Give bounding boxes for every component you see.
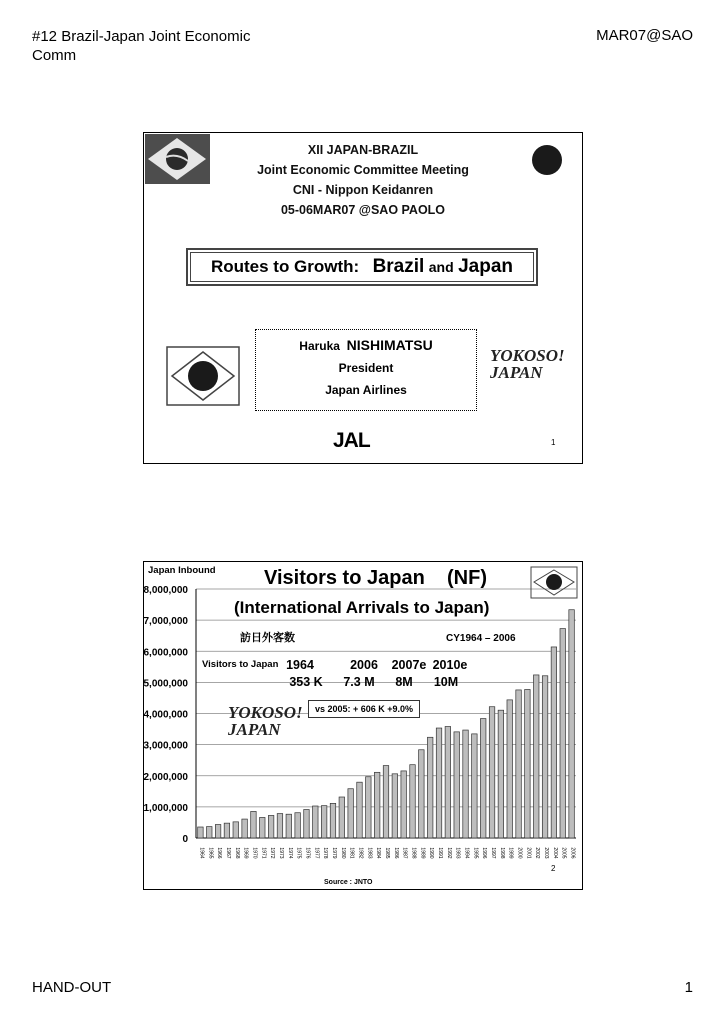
x-tick-label: 1974 <box>286 847 293 859</box>
bar <box>330 803 335 838</box>
x-tick-label: 1970 <box>251 847 258 859</box>
table-year: 2010e <box>432 658 468 672</box>
x-tick-label: 2005 <box>560 847 567 859</box>
yokoso-japan-logo <box>490 346 565 382</box>
x-tick-label: 2002 <box>534 847 541 859</box>
slide-1 <box>143 132 583 464</box>
table-year: 2006 <box>350 658 378 672</box>
x-tick-label: 1995 <box>472 847 479 859</box>
bar <box>215 825 220 838</box>
header-title: #12 Brazil-Japan Joint Economic Comm <box>32 28 251 64</box>
meeting-header <box>144 140 582 220</box>
header-code: MAR07@SAO <box>596 27 693 44</box>
x-tick-label: 2001 <box>525 847 532 859</box>
x-tick-label: 1996 <box>481 847 488 859</box>
bar <box>260 817 265 838</box>
x-tick-label: 1973 <box>277 847 284 859</box>
meeting-line-1: XII JAPAN-BRAZIL <box>307 143 419 157</box>
bar <box>542 676 547 838</box>
meeting-line-3: CNI - Nippon Keidanren <box>292 183 434 197</box>
bar <box>198 827 203 838</box>
y-tick-label: 7,000,000 <box>144 616 188 628</box>
yokoso-line-2: JAPAN <box>490 363 543 382</box>
title-and: and <box>428 259 454 275</box>
x-tick-label: 1999 <box>507 847 514 859</box>
slide-page-number: 1 <box>551 438 556 447</box>
x-tick-label: 2003 <box>543 847 550 859</box>
bar <box>560 629 565 838</box>
bar <box>277 814 282 838</box>
x-tick-label: 1980 <box>339 847 346 859</box>
x-tick-label: 1978 <box>322 847 329 859</box>
table-value: 10M <box>433 675 459 689</box>
bar <box>348 789 353 838</box>
x-tick-label: 1968 <box>233 847 240 859</box>
chart-title: Visitors to Japan (NF) <box>264 567 487 589</box>
bar <box>454 732 459 838</box>
x-tick-label: 1967 <box>224 847 231 859</box>
table-value: 8M <box>395 675 413 689</box>
x-tick-label: 1987 <box>401 847 408 859</box>
x-tick-label: 1985 <box>384 847 390 859</box>
x-tick-label: 1971 <box>260 847 267 859</box>
meeting-line-4: 05-06MAR07 @SAO PAOLO <box>280 203 446 217</box>
table-year: 1964 <box>286 658 314 672</box>
hand-drawn-flag-icon <box>529 565 579 600</box>
bar <box>419 750 424 838</box>
x-tick-label: 2004 <box>551 847 558 859</box>
x-tick-label: 1993 <box>454 847 461 859</box>
bar <box>392 774 397 838</box>
x-tick-label: 1979 <box>330 847 337 859</box>
presenter-box <box>255 329 477 411</box>
x-tick-label: 1988 <box>410 847 417 859</box>
x-tick-label: 1964 <box>198 847 205 859</box>
x-tick-label: 1986 <box>392 847 399 859</box>
x-tick-label: 1998 <box>498 847 505 859</box>
bar <box>286 814 291 838</box>
x-tick-label: 1966 <box>216 847 223 859</box>
x-tick-label: 1976 <box>304 847 311 859</box>
x-tick-label: 1965 <box>207 847 214 859</box>
bar <box>339 797 344 838</box>
yokoso-line-1: YOKOSO! <box>228 703 303 722</box>
bar <box>472 734 477 838</box>
bar <box>480 719 485 838</box>
footer-label: HAND-OUT <box>32 979 112 996</box>
bar <box>525 689 530 838</box>
bar <box>374 772 379 838</box>
x-tick-label: 1992 <box>445 847 452 859</box>
bar <box>436 728 441 838</box>
presenter-first-name: Haruka <box>299 339 340 353</box>
x-tick-label: 1994 <box>463 847 470 859</box>
vs-note: vs 2005: + 606 K +9.0% <box>308 700 420 718</box>
bar <box>233 822 238 838</box>
x-tick-label: 1977 <box>313 847 320 859</box>
y-tick-label: 0 <box>182 834 188 845</box>
bar <box>313 806 318 838</box>
source-label: Source : JNTO <box>324 879 373 886</box>
y-tick-label: 2,000,000 <box>144 771 188 783</box>
x-tick-label: 1975 <box>295 847 302 859</box>
jal-logo: JAL <box>333 429 370 452</box>
meeting-line-2: Joint Economic Committee Meeting <box>257 163 469 177</box>
y-tick-label: 4,000,000 <box>144 709 188 721</box>
table-value: 7.3 M <box>343 675 375 689</box>
y-tick-label: 1,000,000 <box>144 802 188 814</box>
y-tick-label: 8,000,000 <box>144 585 188 596</box>
bar <box>224 823 229 838</box>
bar <box>242 819 247 838</box>
bar <box>295 813 300 838</box>
bar <box>401 771 406 838</box>
bar <box>489 707 494 838</box>
hand-drawn-flag-icon <box>164 343 242 409</box>
bar <box>507 700 512 838</box>
table-year: 2007e <box>391 658 427 672</box>
presenter-role: President <box>338 361 394 375</box>
bar <box>498 710 503 838</box>
bar <box>321 806 326 838</box>
japanese-label: 訪日外客数 <box>240 631 295 644</box>
y-tick-label: 3,000,000 <box>144 740 188 752</box>
y-tick-label: 5,000,000 <box>144 678 188 690</box>
bar <box>569 610 574 838</box>
bar <box>366 777 371 838</box>
yokoso-japan-logo <box>228 703 303 739</box>
bar <box>445 727 450 838</box>
slide-title <box>186 248 538 286</box>
x-tick-label: 1984 <box>375 847 382 859</box>
chart-subtitle: (International Arrivals to Japan) <box>234 598 490 617</box>
range-label: CY1964 – 2006 <box>446 633 516 644</box>
x-tick-label: 1991 <box>437 847 444 859</box>
x-tick-label: 1981 <box>348 847 355 859</box>
x-tick-label: 1989 <box>419 847 426 859</box>
corner-label: Japan Inbound <box>148 565 216 576</box>
presenter-last-name: NISHIMATSU <box>346 337 433 353</box>
bar <box>427 737 432 838</box>
bar <box>516 690 521 838</box>
bar <box>268 815 273 838</box>
x-tick-label: 1990 <box>428 847 435 859</box>
x-tick-label: 1983 <box>366 847 373 859</box>
footer-page-number: 1 <box>684 979 693 996</box>
x-tick-label: 1982 <box>357 847 364 859</box>
bar <box>251 811 256 838</box>
presenter-org: Japan Airlines <box>325 383 407 397</box>
title-brazil: Brazil <box>372 256 425 277</box>
slide-page-number: 2 <box>551 864 556 873</box>
slide-2 <box>143 561 583 890</box>
x-tick-label: 2006 <box>569 847 576 859</box>
x-tick-label: 1969 <box>242 847 249 859</box>
table-value: 353 K <box>289 675 323 689</box>
title-japan: Japan <box>458 256 514 277</box>
yokoso-line-1: YOKOSO! <box>490 346 565 365</box>
bar <box>410 765 415 838</box>
yokoso-line-2: JAPAN <box>228 720 281 739</box>
x-tick-label: 1972 <box>269 847 276 859</box>
visitors-label: Visitors to Japan <box>202 659 279 670</box>
y-tick-label: 6,000,000 <box>144 647 188 659</box>
title-prefix: Routes to Growth: <box>210 257 360 276</box>
bar <box>304 810 309 838</box>
x-tick-label: 2000 <box>516 847 523 859</box>
bar <box>463 730 468 838</box>
bar <box>357 782 362 838</box>
bar <box>383 766 388 838</box>
x-tick-label: 1997 <box>490 847 497 859</box>
bar <box>551 647 556 838</box>
bar <box>207 827 212 838</box>
bar <box>533 675 538 838</box>
